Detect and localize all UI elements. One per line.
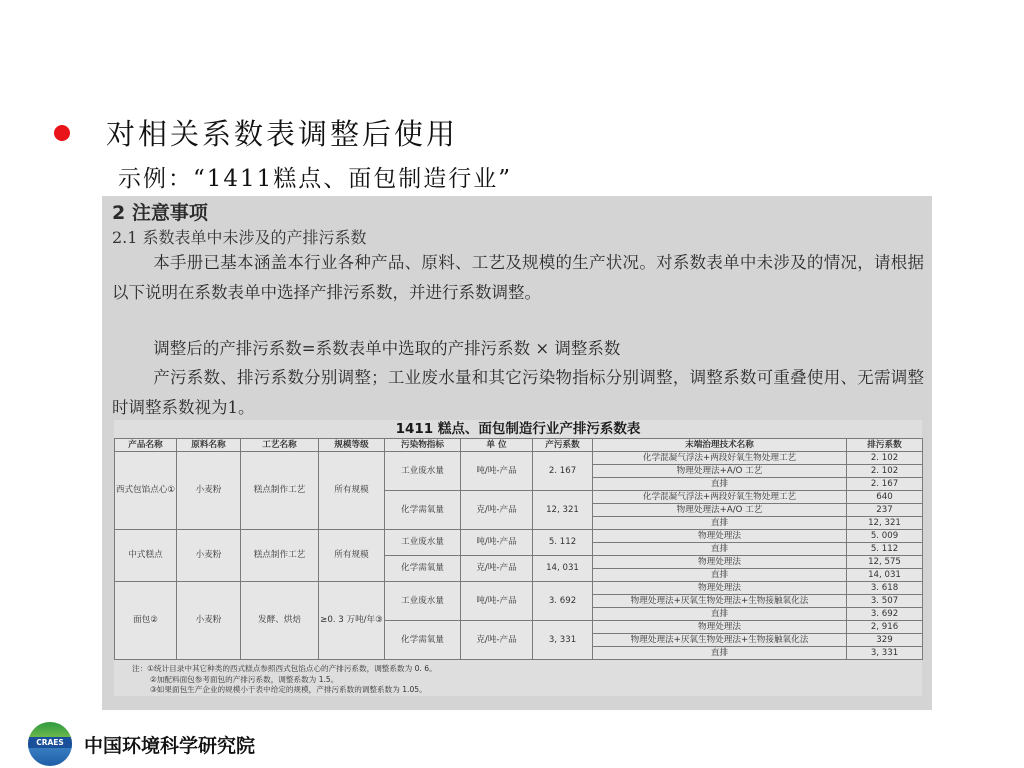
table-row [115, 530, 923, 543]
tech-cell: 物理处理法 [593, 530, 847, 543]
coef-cell: 3. 618 [847, 582, 923, 595]
process-cell: 糕点制作工艺 [241, 452, 319, 530]
tech-cell: 物理处理法+厌氧生物处理法+生物接触氧化法 [593, 634, 847, 647]
tech-cell: 物理处理法 [593, 582, 847, 595]
unit-cell: 克/吨-产品 [461, 621, 533, 660]
indicator-cell: 工业废水量 [385, 452, 461, 491]
tech-cell: 化学混凝气浮法+两段好氧生物处理工艺 [593, 452, 847, 465]
tech-cell: 物理处理法+A/O 工艺 [593, 465, 847, 478]
header-cell: 单 位 [461, 439, 533, 452]
header-cell: 排污系数 [847, 439, 923, 452]
organization-name: 中国环境科学研究院 [84, 734, 256, 757]
header-cell: 产污系数 [533, 439, 593, 452]
material-cell: 小麦粉 [177, 452, 241, 530]
indicator-cell: 化学需氧量 [385, 491, 461, 530]
table-footnotes [114, 660, 922, 696]
section-title: 2 注意事项 [112, 202, 208, 224]
gen-coef-cell: 3. 692 [533, 582, 593, 621]
indicator-cell: 工业废水量 [385, 530, 461, 556]
paragraph-3: 产污系数、排污系数分别调整；工业废水量和其它污染物指标分别调整，调整系数可重叠使用、无需调整时调整系数视为1。 [112, 368, 924, 417]
footnote: ②加配料面包参考面包的产排污系数，调整系数为 1.5。 [150, 674, 339, 684]
gen-coef-cell: 14, 031 [533, 556, 593, 582]
coef-cell: 3, 331 [847, 647, 923, 660]
coef-cell: 3. 692 [847, 608, 923, 621]
coef-cell: 12, 321 [847, 517, 923, 530]
process-cell: 发酵、烘焙 [241, 582, 319, 660]
table-row [115, 452, 923, 465]
coef-cell: 5. 112 [847, 543, 923, 556]
scale-cell: 所有规模 [319, 452, 385, 530]
scale-cell: ≥0. 3 万吨/年③ [319, 582, 385, 660]
tech-cell: 物理处理法 [593, 621, 847, 634]
logo-text: CRAES [28, 737, 72, 748]
gen-coef-cell: 5. 112 [533, 530, 593, 556]
gen-coef-cell: 2. 167 [533, 452, 593, 491]
gen-coef-cell: 12, 321 [533, 491, 593, 530]
craes-logo-icon [28, 722, 72, 766]
material-cell: 小麦粉 [177, 530, 241, 582]
coef-cell: 2. 167 [847, 478, 923, 491]
indicator-cell: 化学需氧量 [385, 556, 461, 582]
tech-cell: 直排 [593, 608, 847, 621]
coef-cell: 3. 507 [847, 595, 923, 608]
unit-cell: 克/吨-产品 [461, 491, 533, 530]
coefficient-table [114, 438, 923, 660]
coef-cell: 2. 102 [847, 452, 923, 465]
bullet-item [54, 112, 458, 153]
process-cell: 糕点制作工艺 [241, 530, 319, 582]
table-row [115, 582, 923, 595]
product-cell: 中式糕点 [115, 530, 177, 582]
header-cell: 产品名称 [115, 439, 177, 452]
coef-cell: 2. 102 [847, 465, 923, 478]
coefficient-table-block [114, 420, 922, 696]
indicator-cell: 工业废水量 [385, 582, 461, 621]
unit-cell: 吨/吨-产品 [461, 530, 533, 556]
paragraph-1: 本手册已基本涵盖本行业各种产品、原料、工艺及规模的生产状况。对系数表单中未涉及的情况，请根据以下说明在系数表单中选择产排污系数，并进行系数调整。 [112, 253, 924, 302]
table-header-row [115, 439, 923, 452]
unit-cell: 克/吨-产品 [461, 556, 533, 582]
product-cell: 面包② [115, 582, 177, 660]
tech-cell: 物理处理法+厌氧生物处理法+生物接触氧化法 [593, 595, 847, 608]
header-cell: 规模等级 [319, 439, 385, 452]
coef-cell: 640 [847, 491, 923, 504]
tech-cell: 化学混凝气浮法+两段好氧生物处理工艺 [593, 491, 847, 504]
scanned-document-image [102, 196, 932, 710]
slide-subheading: 示例：“1411糕点、面包制造行业” [118, 166, 513, 192]
coef-cell: 329 [847, 634, 923, 647]
coef-cell: 14, 031 [847, 569, 923, 582]
tech-cell: 直排 [593, 647, 847, 660]
tech-cell: 直排 [593, 569, 847, 582]
coef-cell: 12, 575 [847, 556, 923, 569]
header-cell: 原料名称 [177, 439, 241, 452]
subsection-title: 2.1 系数表单中未涉及的产排污系数 [112, 228, 367, 247]
footnote: 注：①统计目录中其它种类的西式糕点参照西式包馅点心的产排污系数，调整系数为 0. 6。 [132, 664, 437, 673]
header-cell: 末端治理技术名称 [593, 439, 847, 452]
bullet-dot-icon [54, 125, 70, 141]
organization-footer [28, 722, 255, 766]
tech-cell: 直排 [593, 517, 847, 530]
scale-cell: 所有规模 [319, 530, 385, 582]
slide-heading: 对相关系数表调整后使用 [106, 117, 459, 151]
material-cell: 小麦粉 [177, 582, 241, 660]
unit-cell: 吨/吨-产品 [461, 582, 533, 621]
table-title: 1411 糕点、面包制造行业产排污系数表 [395, 421, 641, 437]
product-cell: 西式包馅点心① [115, 452, 177, 530]
header-cell: 污染物指标 [385, 439, 461, 452]
coef-cell: 2, 916 [847, 621, 923, 634]
gen-coef-cell: 3, 331 [533, 621, 593, 660]
tech-cell: 物理处理法+A/O 工艺 [593, 504, 847, 517]
coef-cell: 5. 009 [847, 530, 923, 543]
tech-cell: 直排 [593, 478, 847, 491]
unit-cell: 吨/吨-产品 [461, 452, 533, 491]
tech-cell: 物理处理法 [593, 556, 847, 569]
footnote: ③如果面包生产企业的规模小于表中给定的规模，产排污系数的调整系数为 1.05。 [150, 685, 427, 694]
coef-cell: 237 [847, 504, 923, 517]
header-cell: 工艺名称 [241, 439, 319, 452]
indicator-cell: 化学需氧量 [385, 621, 461, 660]
tech-cell: 直排 [593, 543, 847, 556]
paragraph-2: 调整后的产排污系数=系数表单中选取的产排污系数 × 调整系数 [153, 339, 621, 358]
